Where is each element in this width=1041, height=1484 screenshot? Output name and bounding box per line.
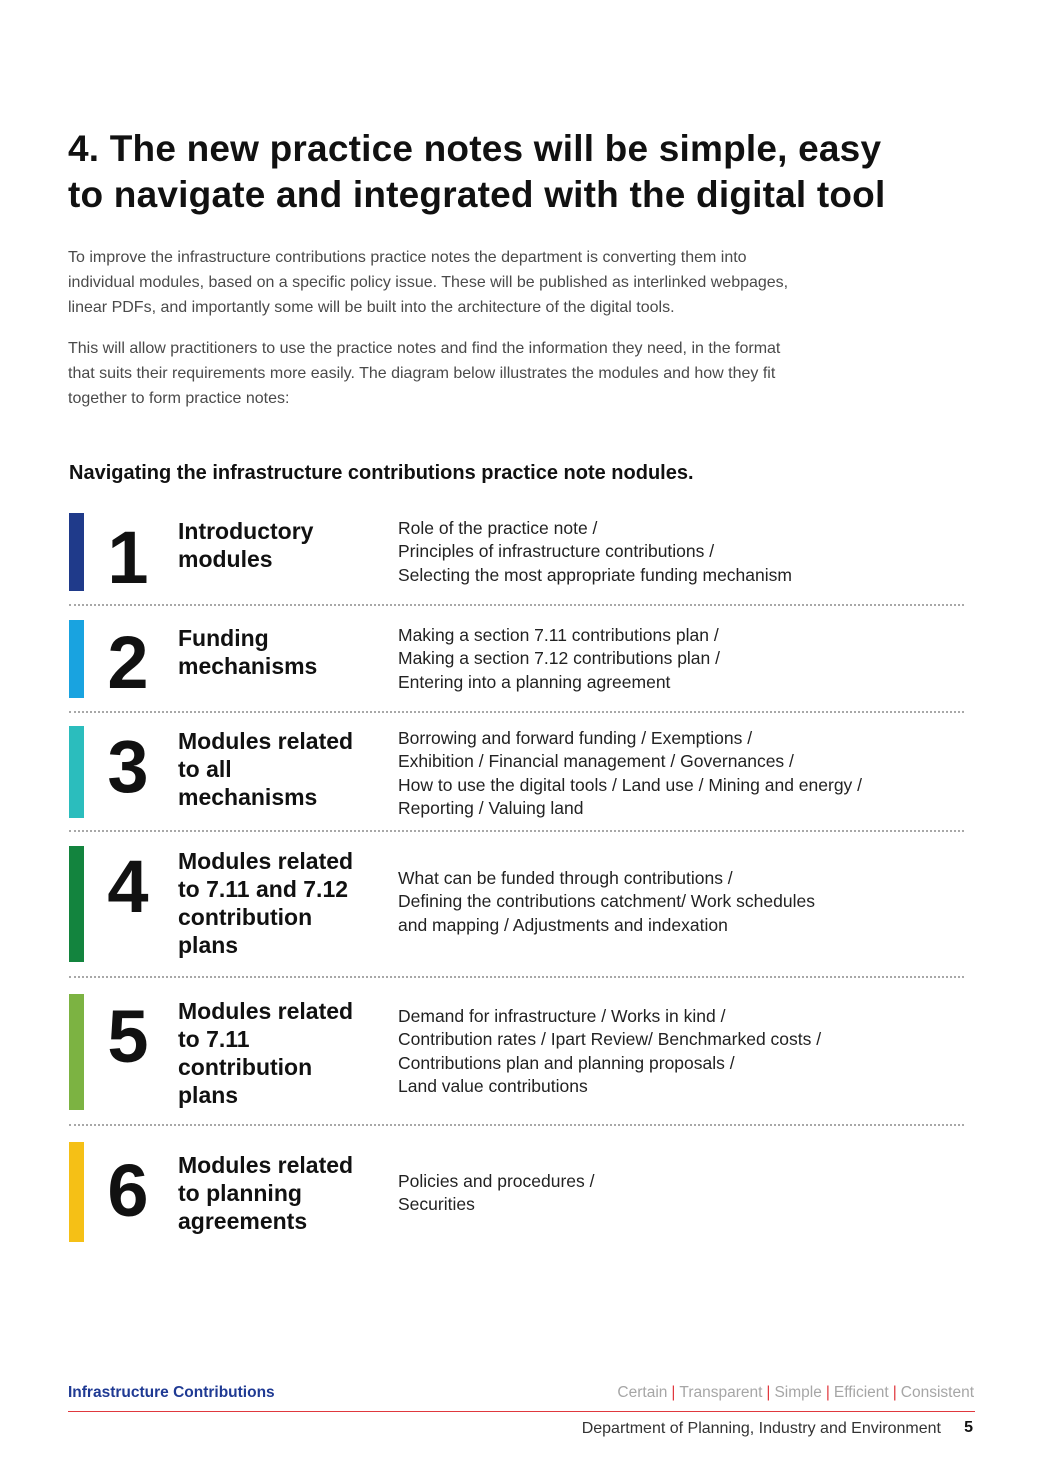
description-line: Entering into a planning agreement [398, 671, 671, 692]
description-line: What can be funded through contributions / [398, 868, 733, 888]
description-line: Reporting / Valuing land [398, 797, 584, 818]
module-title-line: Modules related [178, 728, 354, 754]
module-color-bar [69, 846, 84, 962]
module-number: 4 [107, 845, 149, 928]
description-line: Principles of infrastructure contributions / [398, 541, 715, 562]
page-number: 5 [964, 1419, 973, 1436]
description-line: Selecting the most appropriate funding mechanism [398, 564, 792, 585]
module-title-line: to 7.11 and 7.12 [178, 876, 349, 902]
module-title-line: Funding [178, 625, 269, 651]
description-line: Policies and procedures / [398, 1171, 595, 1191]
page-title-line-1: 4. The new practice notes will be simple, easy [68, 128, 882, 169]
description-line: Contributions plan and planning proposals / [398, 1052, 735, 1073]
module-title-line: Modules related [178, 1152, 354, 1178]
module-2 [69, 620, 964, 704]
footer-department: Department of Planning, Industry and Environment [581, 1420, 941, 1437]
module-title-line: mechanisms [178, 653, 318, 679]
description-line: and mapping / Adjustments and indexation [398, 914, 728, 935]
module-title-line: contribution [178, 1054, 313, 1080]
description-line: How to use the digital tools / Land use / Mining and energy / [398, 774, 863, 795]
module-title-line: Introductory [178, 518, 314, 544]
footer-separator: | [825, 1384, 830, 1401]
footer-rule [68, 1411, 975, 1412]
module-title-line: agreements [178, 1208, 308, 1234]
description-line: Land value contributions [398, 1075, 588, 1096]
module-title [178, 847, 393, 959]
module-title-line: plans [178, 932, 239, 958]
description-line: Contribution rates / Ipart Review/ Benchmarked costs / [398, 1029, 822, 1050]
module-number: 5 [107, 995, 149, 1078]
module-title-line: mechanisms [178, 784, 318, 810]
text-line: linear PDFs, and importantly some will be built into the architecture of the digital tools. [68, 299, 675, 316]
module-color-bar [69, 994, 84, 1110]
description-line: Borrowing and forward funding / Exemptions / [398, 728, 753, 748]
module-color-bar [69, 726, 84, 818]
text-line: To improve the infrastructure contributions practice notes the department is converting them into [68, 249, 747, 266]
module-4 [69, 846, 964, 962]
module-title-line: contribution [178, 904, 313, 930]
module-color-bar [69, 513, 84, 591]
module-description [398, 517, 968, 587]
module-title-line: to planning [178, 1180, 302, 1206]
module-number: 6 [107, 1149, 149, 1232]
footer-separator: | [671, 1384, 676, 1401]
module-number: 2 [107, 621, 149, 704]
footer-separator: | [766, 1384, 771, 1401]
text-line: This will allow practitioners to use the practice notes and find the information they need, in the format [68, 340, 781, 357]
module-title [178, 517, 393, 573]
module-5 [69, 994, 964, 1110]
description-line: Making a section 7.12 contributions plan / [398, 648, 720, 669]
footer-separator: | [892, 1384, 897, 1401]
divider [69, 976, 964, 978]
module-color-bar [69, 1142, 84, 1242]
intro-paragraph-1 [68, 245, 968, 320]
module-title-line: Modules related [178, 848, 354, 874]
description-line: Securities [398, 1194, 475, 1215]
module-3 [69, 726, 964, 818]
module-title-line: Modules related [178, 998, 354, 1024]
module-number: 1 [107, 516, 149, 599]
text-line: individual modules, based on a specific policy issue. These will be published as interlinked webpages, [68, 274, 789, 291]
module-description [398, 727, 968, 820]
module-title-line: to 7.11 [178, 1026, 250, 1052]
footer-value: Simple [774, 1384, 822, 1401]
module-1 [69, 513, 964, 599]
module-number: 3 [107, 725, 149, 808]
intro-paragraph-2 [68, 336, 968, 411]
footer-publication-title: Infrastructure Contributions [68, 1384, 275, 1401]
footer-value: Certain [617, 1384, 668, 1401]
text-line: that suits their requirements more easily. The diagram below illustrates the modules and how they fit [68, 365, 776, 382]
divider [69, 1124, 964, 1126]
module-title-line: modules [178, 546, 273, 572]
footer-values [617, 1384, 974, 1402]
module-title [178, 624, 393, 680]
diagram-title: Navigating the infrastructure contributions practice note nodules. [69, 462, 694, 484]
description-line: Defining the contributions catchment/ Work schedules [398, 891, 815, 912]
module-6 [69, 1142, 964, 1242]
module-color-bar [69, 620, 84, 698]
module-description [398, 1005, 968, 1098]
footer-value: Consistent [900, 1384, 974, 1401]
description-line: Role of the practice note / [398, 518, 598, 538]
footer-value: Efficient [833, 1384, 889, 1401]
text-line: together to form practice notes: [68, 390, 290, 407]
description-line: Making a section 7.11 contributions plan / [398, 625, 719, 645]
module-description [398, 1170, 968, 1217]
footer-value: Transparent [679, 1384, 763, 1401]
module-title [178, 997, 393, 1109]
divider [69, 830, 964, 832]
module-title [178, 1151, 393, 1235]
module-title-line: plans [178, 1082, 239, 1108]
module-description [398, 867, 968, 937]
module-title-line: to all [178, 756, 232, 782]
page-title [68, 126, 998, 218]
page-title-line-2: to navigate and integrated with the digital tool [68, 174, 886, 215]
module-description [398, 624, 968, 694]
description-line: Demand for infrastructure / Works in kind / [398, 1006, 726, 1026]
module-title [178, 727, 393, 811]
description-line: Exhibition / Financial management / Governances / [398, 751, 794, 772]
divider [69, 711, 964, 713]
divider [69, 604, 964, 606]
